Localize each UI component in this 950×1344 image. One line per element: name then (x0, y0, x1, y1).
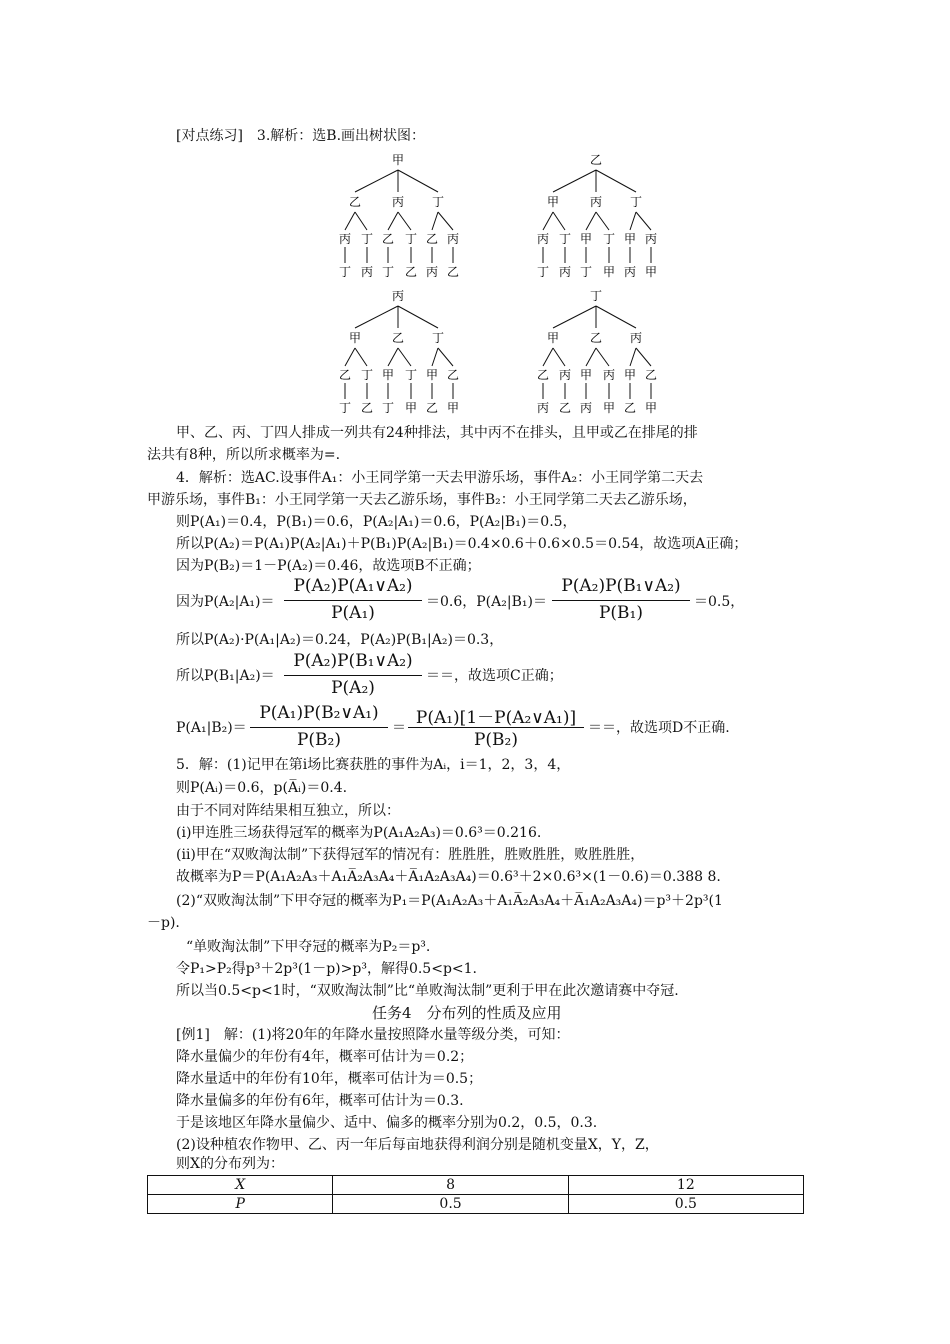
fraction-3-denominator: P(A₂) (331, 678, 375, 698)
line-l22: 所以当0.5<p<1时，“双败淘汰制”比“单败淘汰制”更利于甲在此次邀请赛中夺冠. (176, 983, 679, 999)
line-l2: 法共有8种，所以所求概率为=. (147, 447, 341, 463)
tree-leaf-label: 甲 (644, 401, 658, 415)
tree-branch (596, 170, 636, 192)
tree-leaf-label: 丁 (360, 232, 374, 246)
tree-leaf-label: 甲 (602, 265, 616, 279)
tree-leaf-label: 甲 (623, 232, 637, 246)
tree-branch (553, 170, 596, 192)
tree-mid-label: 乙 (348, 195, 362, 209)
fraction-2-denominator: P(B₁) (598, 603, 643, 623)
tree-branch (432, 348, 438, 366)
tree-branch (345, 212, 355, 230)
tree-leaf-label: 丙 (446, 232, 460, 246)
tree-branch (345, 348, 355, 366)
tree-branch (355, 306, 398, 328)
tree-branch (438, 212, 453, 230)
line-l8c: ＝0.5， (694, 594, 745, 610)
tree-root-label: 乙 (589, 153, 603, 167)
line-l7: 因为P(B₂)＝1－P(A₂)＝0.46，故选项B不正确； (176, 558, 481, 574)
table-cell: P (148, 1195, 333, 1214)
tree-leaf-label: 丁 (579, 265, 593, 279)
tree-branch (630, 348, 636, 366)
tree-leaf-label: 丙 (558, 368, 572, 382)
tree-branch (586, 348, 596, 366)
line-l25: 降水量适中的年份有10年，概率可估计为＝0.5； (176, 1071, 483, 1087)
line-l27: 于是该地区年降水量偏少、适中、偏多的概率分别为0.2，0.5，0.3. (176, 1115, 598, 1131)
line-l20: “单败淘汰制”下甲夺冠的概率为P₂＝p³. (186, 939, 431, 955)
tree-branch (630, 212, 636, 230)
tree-leaf-label: 甲 (623, 368, 637, 382)
tree-leaf-label: 甲 (404, 401, 418, 415)
tree-leaf-label: 丁 (536, 265, 550, 279)
tree-mid-label: 丁 (431, 195, 445, 209)
tree-branch (438, 348, 453, 366)
tree-branch (553, 306, 596, 328)
tree-leaf-label: 乙 (558, 401, 572, 415)
tree-root-label: 甲 (391, 153, 405, 167)
line-l11c: ＝＝，故选项D不正确. (588, 720, 730, 736)
line-l4: 甲游乐场，事件B₁：小王同学第一天去乙游乐场，事件B₂：小王同学第二天去乙游乐场， (147, 492, 697, 508)
line-l1: 甲、乙、丙、丁四人排成一列共有24种排法，其中丙不在排头，且甲或乙在排尾的排 (176, 425, 698, 441)
tree-leaf-label: 甲 (446, 401, 460, 415)
tree-leaf-label: 乙 (404, 265, 418, 279)
tree-branch (543, 212, 553, 230)
tree-branch (596, 348, 609, 366)
tree-mid-label: 丁 (431, 331, 445, 345)
tree-leaf-label: 甲 (602, 401, 616, 415)
line-l10b: ＝＝，故选项C正确； (426, 668, 563, 684)
line-l5: 则P(A₁)＝0.4，P(B₁)＝0.6，P(A₂|A₁)＝0.6，P(A₂|B₁)＝0.5， (176, 514, 577, 530)
tree-mid-label: 甲 (348, 331, 362, 345)
fraction-5-denominator: P(B₂) (473, 730, 518, 750)
table-cell: 8 (333, 1176, 568, 1195)
line-l6: 所以P(A₂)＝P(A₁)P(A₂|A₁)＋P(B₁)P(A₂|B₁)＝0.4×0.6＋0.6×0.5＝0.54，故选项A正确； (176, 536, 748, 552)
tree-leaf-label: 丁 (602, 232, 616, 246)
tree-branch (636, 348, 651, 366)
line-l26: 降水量偏多的年份有6年，概率可估计为＝0.3. (176, 1093, 464, 1109)
line-l11a: P(A₁|B₂)＝ (176, 720, 247, 736)
table-cell: 0.5 (568, 1195, 803, 1214)
tree-leaf-label: 乙 (446, 368, 460, 382)
tree-leaf-label: 丁 (404, 368, 418, 382)
tree-leaf-label: 乙 (446, 265, 460, 279)
table-row (148, 1195, 804, 1214)
line-l16: (ⅱ)甲在“双败淘汰制”下获得冠军的情况有：胜胜胜，胜败胜胜，败胜胜胜， (176, 847, 645, 863)
tree-leaf-label: 丁 (381, 401, 395, 415)
fraction-2-numerator: P(A₂)P(B₁∨A₂) (561, 576, 681, 596)
tree-leaf-label: 甲 (579, 368, 593, 382)
line-l10a: 所以P(B₁|A₂)＝ (176, 668, 275, 684)
fraction-5-numerator: P(A₁)[1－P(A₂∨A₁)] (415, 708, 577, 728)
tree-mid-label: 丙 (629, 331, 643, 345)
line-l8a: 因为P(A₂|A₁)＝ (176, 594, 275, 610)
line-l8b: ＝0.6，P(A₂|B₁)＝ (426, 594, 547, 610)
distribution-table (147, 1175, 804, 1214)
tree-leaf-label: 乙 (425, 232, 439, 246)
tree-leaf-label: 丁 (381, 265, 395, 279)
line-l15: (ⅰ)甲连胜三场获得冠军的概率为P(A₁A₂A₃)＝0.6³＝0.216. (176, 825, 542, 841)
tree-mid-label: 丙 (589, 195, 603, 209)
fraction-1-denominator: P(A₁) (331, 603, 375, 623)
line-l28: (2)设种植农作物甲、乙、丙一年后每亩地获得利润分别是随机变量X，Y，Z， (176, 1137, 659, 1153)
tree-branch (543, 348, 553, 366)
tree-leaf-label: 丙 (623, 265, 637, 279)
tree-leaf-label: 丙 (338, 232, 352, 246)
tree-leaf-label: 丁 (360, 368, 374, 382)
fraction-5-bar (408, 727, 584, 728)
tree-mid-label: 甲 (546, 331, 560, 345)
tree-leaf-label: 甲 (644, 265, 658, 279)
tree-leaf-label: 乙 (536, 368, 550, 382)
table-cell: 12 (568, 1176, 803, 1195)
fraction-4-denominator: P(B₂) (296, 730, 341, 750)
tree-branch (553, 212, 565, 230)
tree-branch (388, 212, 398, 230)
tree-leaf-label: 乙 (381, 232, 395, 246)
tree-leaf-label: 甲 (579, 232, 593, 246)
tree-branch (398, 348, 411, 366)
tree-leaf-label: 甲 (381, 368, 395, 382)
line-l24: 降水量偏少的年份有4年，概率可估计为＝0.2； (176, 1049, 474, 1065)
tree-branch (355, 170, 398, 192)
line-l21: 令P₁>P₂得p³＋2p³(1－p)>p³，解得0.5<p<1. (176, 961, 477, 977)
tree-leaf-label: 丙 (536, 232, 550, 246)
fraction-3-bar (284, 675, 422, 676)
tree-leaf-label: 丁 (404, 232, 418, 246)
tree-mid-label: 丁 (629, 195, 643, 209)
tree-branch (553, 348, 565, 366)
line-l12: 5．解：(1)记甲在第i场比赛获胜的事件为Aᵢ，i＝1，2，3，4， (176, 757, 571, 773)
tree-leaf-label: 丁 (338, 265, 352, 279)
tree-leaf-label: 丙 (536, 401, 550, 415)
line-l18: (2)“双败淘汰制”下甲夺冠的概率为P₁＝P(A₁A₂A₃＋A₁A̅₂A₃A₄＋A̅₁A₂A₃A₄)＝p³＋2p³(1 (176, 893, 723, 909)
line-l17: 故概率为P＝P(A₁A₂A₃＋A₁A̅₂A₃A₄＋A̅₁A₂A₃A₄)＝0.6³＋2×0.6³×(1－0.6)＝0.388 8. (176, 869, 721, 885)
tree-root-label: 丁 (589, 289, 603, 303)
line-l14: 由于不同对阵结果相互独立，所以： (176, 803, 400, 819)
line-l13: 则P(Aᵢ)＝0.6，p(A̅ᵢ)＝0.4. (176, 780, 348, 796)
fraction-4-bar (250, 727, 388, 728)
tree-mid-label: 乙 (391, 331, 405, 345)
tree-branch (586, 212, 596, 230)
table-row (148, 1176, 804, 1195)
tree-branch (398, 170, 438, 192)
tree-branch (355, 212, 367, 230)
tree-branch (388, 348, 398, 366)
line-l9: 所以P(A₂)·P(A₁|A₂)＝0.24，P(A₂)P(B₁|A₂)＝0.3， (176, 632, 504, 648)
tree-leaf-label: 丙 (425, 265, 439, 279)
tree-branch (398, 306, 438, 328)
tree-branch (355, 348, 367, 366)
line-l23: [例1] 解：(1)将20年的年降水量按照降水量等级分类，可知： (176, 1027, 570, 1043)
section-title: 任务4 分布列的性质及应用 (372, 1004, 562, 1022)
tree-branch (398, 212, 411, 230)
tree-branch (596, 212, 609, 230)
tree-leaf-label: 丙 (579, 401, 593, 415)
line-l3: 4．解析：选AC.设事件A₁：小王同学第一天去甲游乐场，事件A₂：小王同学第二天去 (176, 470, 704, 486)
line-l29: 则X的分布列为： (176, 1156, 284, 1172)
tree-branch (596, 306, 636, 328)
fraction-1-bar (284, 600, 422, 601)
fraction-3-numerator: P(A₂)P(B₁∨A₂) (293, 651, 413, 671)
tree-leaf-label: 乙 (623, 401, 637, 415)
fraction-1-numerator: P(A₂)P(A₁∨A₂) (293, 576, 413, 596)
fraction-4-numerator: P(A₁)P(B₂∨A₁) (259, 703, 379, 723)
tree-diagrams (0, 0, 950, 420)
tree-leaf-label: 乙 (338, 368, 352, 382)
tree-leaf-label: 丙 (644, 232, 658, 246)
tree-branch (636, 212, 651, 230)
tree-branch (432, 212, 438, 230)
tree-leaf-label: 丁 (338, 401, 352, 415)
section-header: [对点练习] 3.解析：选B.画出树状图： (176, 128, 426, 144)
tree-leaf-label: 乙 (360, 401, 374, 415)
tree-leaf-label: 甲 (425, 368, 439, 382)
tree-leaf-label: 丁 (558, 232, 572, 246)
tree-mid-label: 丙 (391, 195, 405, 209)
tree-leaf-label: 乙 (425, 401, 439, 415)
line-l11b: ＝ (392, 720, 406, 736)
tree-mid-label: 乙 (589, 331, 603, 345)
tree-root-label: 丙 (391, 289, 405, 303)
fraction-2-bar (552, 600, 690, 601)
table-cell: X (148, 1176, 333, 1195)
tree-leaf-label: 丙 (360, 265, 374, 279)
tree-mid-label: 甲 (546, 195, 560, 209)
tree-leaf-label: 丙 (602, 368, 616, 382)
table-cell: 0.5 (333, 1195, 568, 1214)
line-l19: －p). (147, 915, 180, 931)
tree-leaf-label: 乙 (644, 368, 658, 382)
tree-leaf-label: 丙 (558, 265, 572, 279)
